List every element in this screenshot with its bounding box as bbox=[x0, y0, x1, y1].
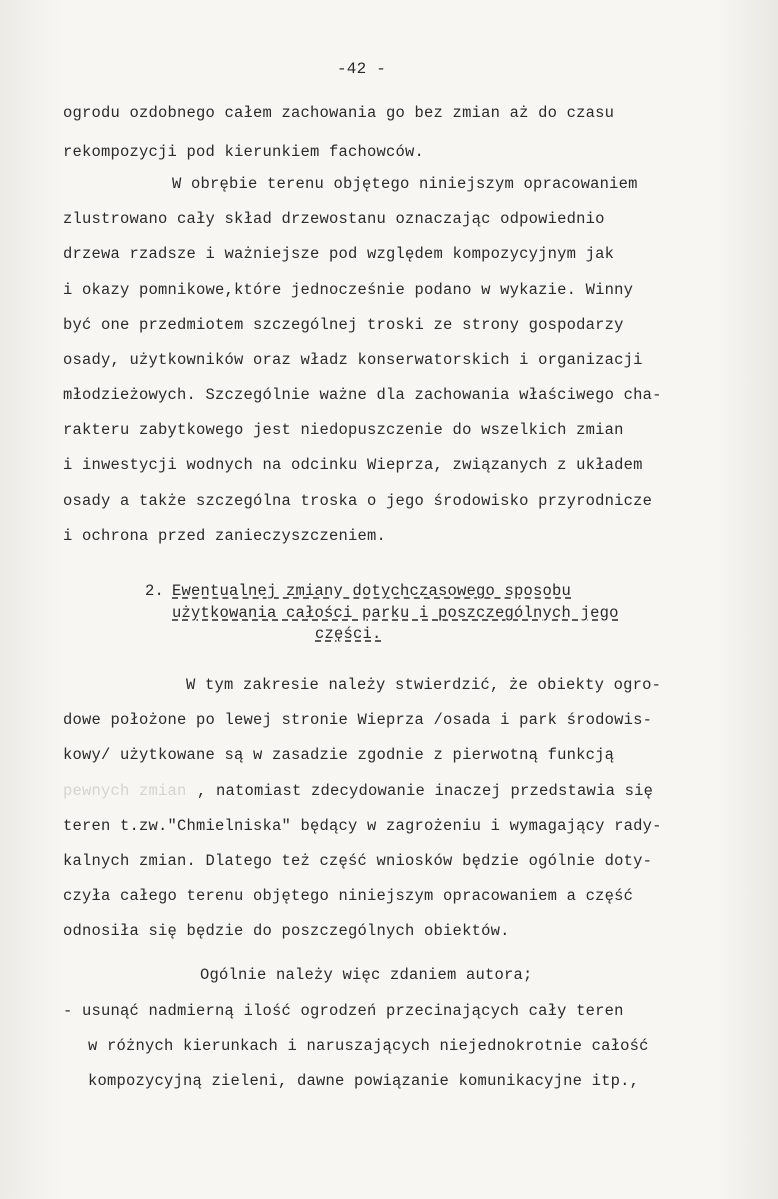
text-line: rakteru zabytkowego jest niedopuszczenie do wszelkich zmian bbox=[63, 421, 624, 439]
text-line: W tym zakresie należy stwierdzić, że obiekty ogro- bbox=[186, 676, 662, 694]
section-heading-line: Ewentualnej zmiany dotychczasowego sposobu bbox=[172, 582, 572, 600]
text-line: teren t.zw."Chmielniska" będący w zagrożeniu i wymagający rady- bbox=[63, 817, 662, 835]
section-number: 2. bbox=[145, 582, 165, 600]
page-number: -42 - bbox=[337, 60, 387, 78]
text-line: młodzieżowych. Szczególnie ważne dla zachowania właściwego cha- bbox=[63, 386, 662, 404]
text-line: rekompozycji pod kierunkiem fachowców. bbox=[63, 143, 425, 161]
text-line: zlustrowano cały skład drzewostanu oznaczając odpowiednio bbox=[63, 210, 605, 228]
text-line: i inwestycji wodnych na odcinku Wieprza, związanych z układem bbox=[63, 456, 643, 474]
text-line: i ochrona przed zanieczyszczeniem. bbox=[63, 527, 387, 545]
text-line: być one przedmiotem szczególnej troski ze strony gospodarzy bbox=[63, 316, 624, 334]
list-item-continuation: w różnych kierunkach i naruszających niejednokrotnie całość bbox=[88, 1037, 649, 1055]
text-line: kowy/ użytkowane są w zasadzie zgodnie z pierwotną funkcją bbox=[63, 746, 615, 764]
text-line: W obrębie terenu objętego niniejszym opracowaniem bbox=[172, 175, 638, 193]
text-line: Ogólnie należy więc zdaniem autora; bbox=[200, 966, 533, 984]
list-item: - usunąć nadmierną ilość ogrodzeń przecinających cały teren bbox=[63, 1002, 624, 1020]
text-line: kalnych zmian. Dlatego też część wniosków będzie ogólnie doty- bbox=[63, 852, 653, 870]
text-line: osady a także szczególna troska o jego środowisko przyrodnicze bbox=[63, 492, 653, 510]
section-heading-line: części. bbox=[315, 625, 382, 643]
text-line: osady, użytkowników oraz władz konserwatorskich i organizacji bbox=[63, 351, 643, 369]
text-line: dowe położone po lewej stronie Wieprza /osada i park środowis- bbox=[63, 711, 653, 729]
text-line: czyła całego terenu objętego niniejszym opracowaniem a część bbox=[63, 887, 634, 905]
text-line: , natomiast zdecydowanie inaczej przedstawia się bbox=[197, 782, 654, 800]
faded-text: pewnych zmian bbox=[63, 782, 187, 800]
text-line: drzewa rzadsze i ważniejsze pod względem kompozycyjnym jak bbox=[63, 245, 615, 263]
text-line: ogrodu ozdobnego całem zachowania go bez zmian aż do czasu bbox=[63, 104, 615, 122]
section-heading-line: użytkowania całości parku i poszczególnych jego bbox=[172, 604, 619, 622]
text-line: odnosiła się będzie do poszczególnych obiektów. bbox=[63, 922, 510, 940]
text-line: i okazy pomnikowe,które jednocześnie podano w wykazie. Winny bbox=[63, 281, 634, 299]
list-item-continuation: kompozycyjną zieleni, dawne powiązanie komunikacyjne itp., bbox=[88, 1072, 640, 1090]
